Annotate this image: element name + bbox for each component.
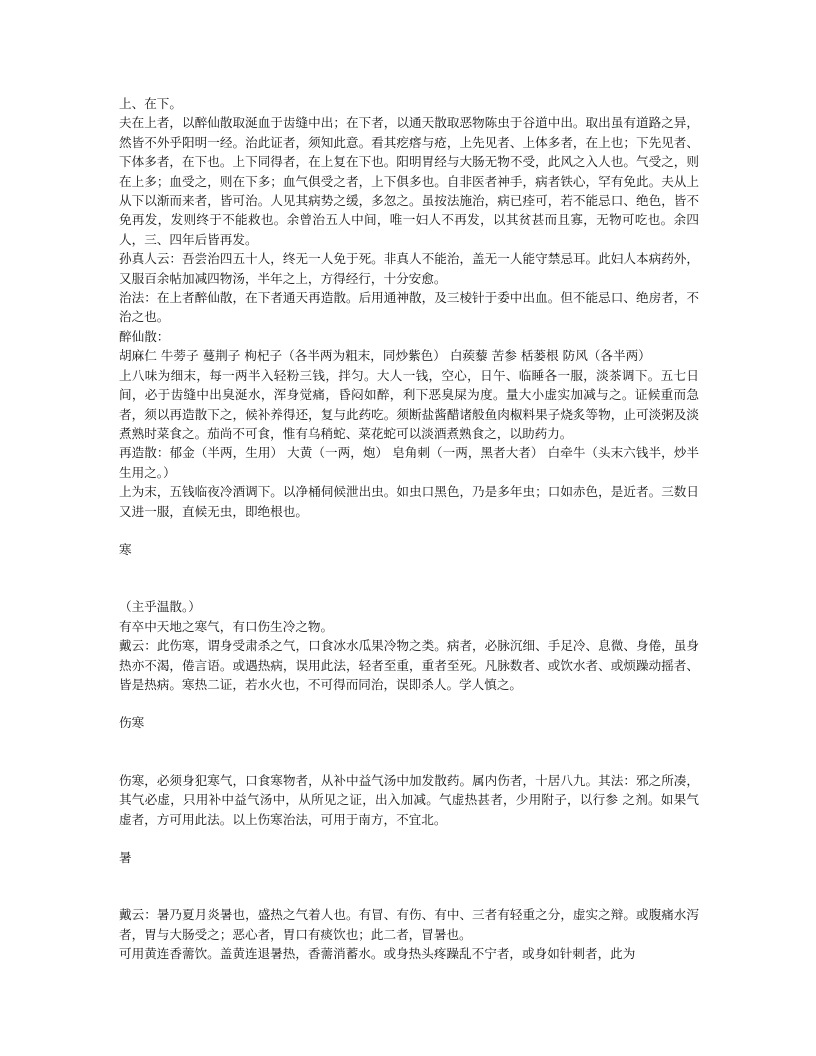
section-heading-summer-heat: 暑 xyxy=(119,850,132,865)
document-page xyxy=(119,94,699,964)
text-paragraph: 夫在上者，以醉仙散取涎血于齿缝中出；在下者，以通天散取恶物陈虫于谷道中出。取出虽有道路之异，然皆不外乎阳明一经。治此证者，须知此意。看其疙瘩与疮，上先见者、上体多者，在上也；下先见者、下体多者，在下也。上下同得者，在上复在下也。阳明胃经与大肠无物不受，此风之入人也。气受之，则在上多；血受之，则在下多；血气俱受之者，上下俱多也。自非医者神手，病者铁心，罕有免此。夫从上从下以渐而来者，皆可治。人见其病势之缓，多忽之。虽按法施治，病已痊可，若不能忌口、绝色，皆不免再发，发则终于不能救也。余曾治五人中间，唯一妇人不再发，以其贫甚而且寡，无物可吃也。余四人，三、四年后皆再发。 xyxy=(119,115,699,247)
text-paragraph: 孙真人云：吾尝治四五十人，终无一人免于死。非真人不能治，盖无一人能守禁忌耳。此妇人本病药外，又服百余帖加减四物汤，半年之上，方得经行，十分安愈。 xyxy=(119,251,699,286)
formula-title: 醉仙散： xyxy=(119,328,170,344)
text-paragraph: 戴云：暑乃夏月炎暑也，盛热之气着人也。有冒、有伤、有中、三者有轻重之分，虚实之辩。或腹痛水泻者，胃与大肠受之；恶心者，胃口有痰饮也；此二者，冒暑也。 xyxy=(119,907,699,942)
section-leprosy-treatment xyxy=(119,94,699,521)
text-paragraph: 上、在下。 xyxy=(119,96,182,111)
text-paragraph: 戴云：此伤寒，谓身受肃杀之气，口食冰水瓜果冷物之类。病者，必脉沉细、手足冷、息微、身倦，虽身热亦不渴，倦言语。或遇热病，误用此法，轻者至重，重者至死。凡脉数者、或饮水者、或烦躁动摇者、皆是热病。寒热二证，若水火也，不可得而同治，误即杀人。学人慎之。 xyxy=(119,638,699,692)
text-paragraph: 上八味为细末，每一两半入轻粉三钱，拌匀。大人一钱，空心，日午、临睡各一服，淡茶调下。五七日间，必于齿缝中出臭涎水，浑身觉痛，昏闷如醉，利下恶臭屎为度。量大小虚实加减与之。证候重而急者，须以再造散下之，候补养得还，复与此药吃。须断盐酱醋诸般鱼肉椒料果子烧炙等物，止可淡粥及淡煮熟时菜食之。茄尚不可食，惟有乌稍蛇、菜花蛇可以淡酒煮熟食之，以助药力。 xyxy=(119,367,699,441)
section-cold xyxy=(119,597,699,694)
text-paragraph: 有卒中天地之寒气，有口伤生冷之物。 xyxy=(119,618,334,634)
section-heading-cold: 寒 xyxy=(119,541,132,557)
text-paragraph: （主乎温散。） xyxy=(119,599,201,615)
section-heading-cold-damage: 伤寒 xyxy=(119,715,145,731)
formula-ingredients: 再造散：郁金（半两，生用） 大黄（一两，炮） 皂角刺（一两，黑者大者） 白牵牛（头末六钱半，炒半生用之。） xyxy=(119,445,699,480)
text-paragraph: 上为末，五钱临夜冷酒调下。以净桶伺候泄出虫。如虫口黑色，乃是多年虫；口如赤色，是近者。三数日又进一服，直候无虫，即绝根也。 xyxy=(119,484,699,519)
text-paragraph: 可用黄连香薷饮。盖黄连退暑热，香薷消蓄水。或身热头疼躁乱不宁者，或身如针刺者，此为 xyxy=(119,946,636,962)
section-summer-heat xyxy=(119,905,699,963)
section-cold-damage xyxy=(119,771,699,829)
text-paragraph: 治法：在上者醉仙散，在下者通天再造散。后用通神散，及三棱针于委中出血。但不能忌口、绝房者，不治之也。 xyxy=(119,290,699,325)
formula-ingredients: 胡麻仁 牛蒡子 蔓荆子 枸杞子（各半两为粗末，同炒紫色） 白蒺藜 苦参 栝蒌根 防风（各半两） xyxy=(119,348,651,364)
text-paragraph: 伤寒，必须身犯寒气，口食寒物者，从补中益气汤中加发散药。属内伤者，十居八九。其法：邪之所凑，其气必虚，只用补中益气汤中，从所见之证，出入加减。气虚热甚者，少用附子，以行参 之剂。如果气虚者，方可用此法。以上伤寒治法，可用于南方，不宜北。 xyxy=(119,772,699,827)
